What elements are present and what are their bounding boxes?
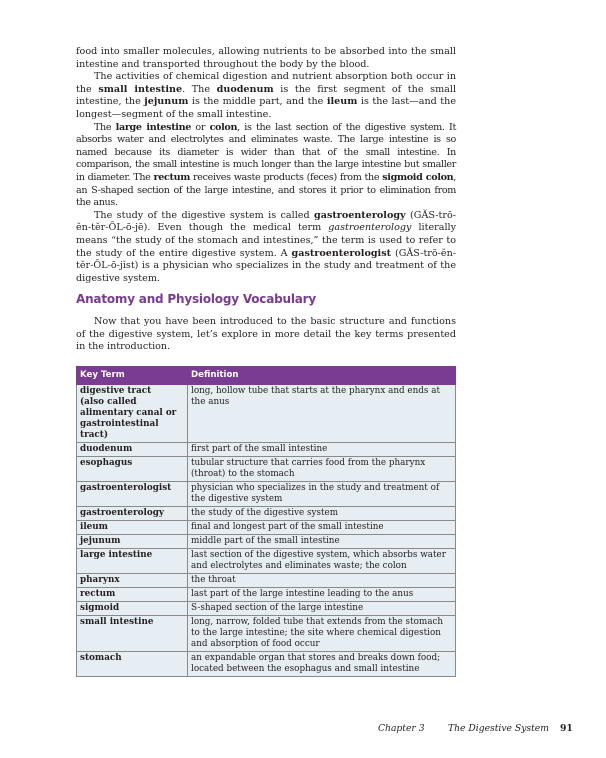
text-run: (GĂS-trō-ĕn-tĕr-ŌL-ō-jē). Even though the medical term [76,209,456,234]
definition-cell: last part of the large intestine leading to the anus [188,588,456,602]
bold-term: large intestine [115,121,191,133]
table-row [77,549,456,574]
table-body [77,385,456,677]
bold-term: gastroenterologist [291,247,392,259]
bold-term: alimentary canal [80,408,163,418]
table-row [77,482,456,507]
italic-term: gastroenterology [328,222,412,234]
bold-term: small intestine [98,83,183,95]
bold-term: duodenum [80,444,133,454]
bold-term: gastroenterology [314,209,406,221]
definition-cell: tubular structure that carries food from the pharynx (throat) to the stomach [188,457,456,482]
paragraph-3 [76,122,456,210]
text-run: or [162,408,177,418]
text-run: , is the last section of the digestive system. It absorbs water and electrolytes and eliminates waste. The large intestine is so named because its diameter is wider than that of the small intestine. In comparison, the small intestine is much longer than the large intestine but smaller in diameter. The [76,121,457,183]
bold-term: sigmoid colon [382,171,454,183]
text-run: , an S-shaped section of the large intestine, and stores it prior to elimination from the anus. [76,171,456,209]
bold-term: rectum [153,171,191,183]
text-run: is the middle part, and the [188,96,327,108]
table-row [77,535,456,549]
paragraph-2 [76,71,456,121]
bold-term: gastrointestinal tract [80,419,159,440]
bold-term: colon [209,121,238,133]
key-term-cell [77,602,188,616]
paragraph-4 [76,210,456,286]
bold-term: duodenum [216,83,274,95]
definition-cell: long, narrow, folded tube that extends from the stomach to the large intestine; the site where chemical digestion and absorption of food occur [188,616,456,652]
table-row [77,574,456,588]
table-row [77,588,456,602]
text-run: is the first segment of the small intestine, the [76,83,457,108]
definition-cell: last section of the digestive system, which absorbs water and electrolytes and eliminates waste; the colon [188,549,456,574]
header-key-term: Key Term [77,367,188,385]
page-number: 91 [560,723,573,734]
key-term-cell [77,443,188,457]
definition-cell: S-shaped section of the large intestine [188,602,456,616]
bold-term: jejunum [80,536,121,546]
bold-term: jejunum [144,96,189,108]
definition-cell: an expandable organ that stores and breaks down food; located between the esophagus and small intestine [188,652,456,677]
text-run: The [94,121,116,133]
table-row [77,457,456,482]
bold-term: gastroenterologist [80,483,172,493]
bold-term: ileum [80,522,108,532]
bold-term: gastroenterology [80,508,164,518]
bold-term: ileum [326,96,358,108]
key-term-cell [77,616,188,652]
table-row [77,616,456,652]
footer-title: The Digestive System [448,723,549,734]
table-row [77,652,456,677]
text-run: ) [103,430,108,440]
bold-term: stomach [80,653,122,663]
definition-cell: physician who specializes in the study and treatment of the digestive system [188,482,456,507]
bold-term: large intestine [80,550,153,560]
text-run: The activities of chemical digestion and nutrient absorption both occur in the [76,71,456,95]
key-term-cell [77,535,188,549]
bold-term: digestive tract [80,386,152,396]
paragraph-1: food into smaller molecules, allowing nutrients to be absorbed into the small intestine and transported throughout the body by the blood. [76,46,456,70]
vocabulary-table [76,366,456,677]
text-run: is the last—and the longest—segment of the small intestine. [76,96,456,120]
table-row [77,602,456,616]
key-term-cell [77,482,188,507]
key-term-cell [77,549,188,574]
table-row [77,385,456,443]
bold-term: esophagus [80,458,133,468]
key-term-cell [77,385,188,443]
key-term-cell [77,588,188,602]
definition-cell: the throat [188,574,456,588]
table-row [77,443,456,457]
section-intro-block [76,316,456,354]
key-term-cell [77,507,188,521]
key-term-cell [77,521,188,535]
key-term-cell [77,457,188,482]
section-heading: Anatomy and Physiology Vocabulary [76,292,316,306]
bold-term: pharynx [80,575,120,585]
body-text [76,46,456,285]
bold-term: rectum [80,589,116,599]
definition-cell: first part of the small intestine [188,443,456,457]
text-run: receives waste products (feces) from the [190,171,383,183]
bold-term: small intestine [80,617,154,627]
definition-cell: the study of the digestive system [188,507,456,521]
text-run: (also called [80,397,137,407]
text-run: or [190,121,210,133]
text-run: literally means “the study of the stomach and intestines,” the term is used to refer to the study of the entire digestive system. A [76,222,457,259]
definition-cell: middle part of the small intestine [188,535,456,549]
section-intro: Now that you have been introduced to the basic structure and functions of the digestive system, let’s explore in more detail the key terms presented in the introduction. [76,316,456,353]
text-run: . The [182,83,217,95]
definition-cell: final and longest part of the small intestine [188,521,456,535]
table-header-row [77,367,456,385]
table-row [77,507,456,521]
footer-chapter: Chapter 3 [378,723,425,734]
header-definition: Definition [188,367,456,385]
bold-term: sigmoid [80,603,120,613]
text-run: (GĂS-trō-ĕn-tĕr-ŌL-ō-jĭst) is a physician who specializes in the study and treatment of the digestive system. [76,247,457,284]
definition-cell: long, hollow tube that starts at the pharynx and ends at the anus [188,385,456,443]
key-term-cell [77,652,188,677]
key-term-cell [77,574,188,588]
table-row [77,521,456,535]
text-run: The study of the digestive system is called [94,209,315,221]
